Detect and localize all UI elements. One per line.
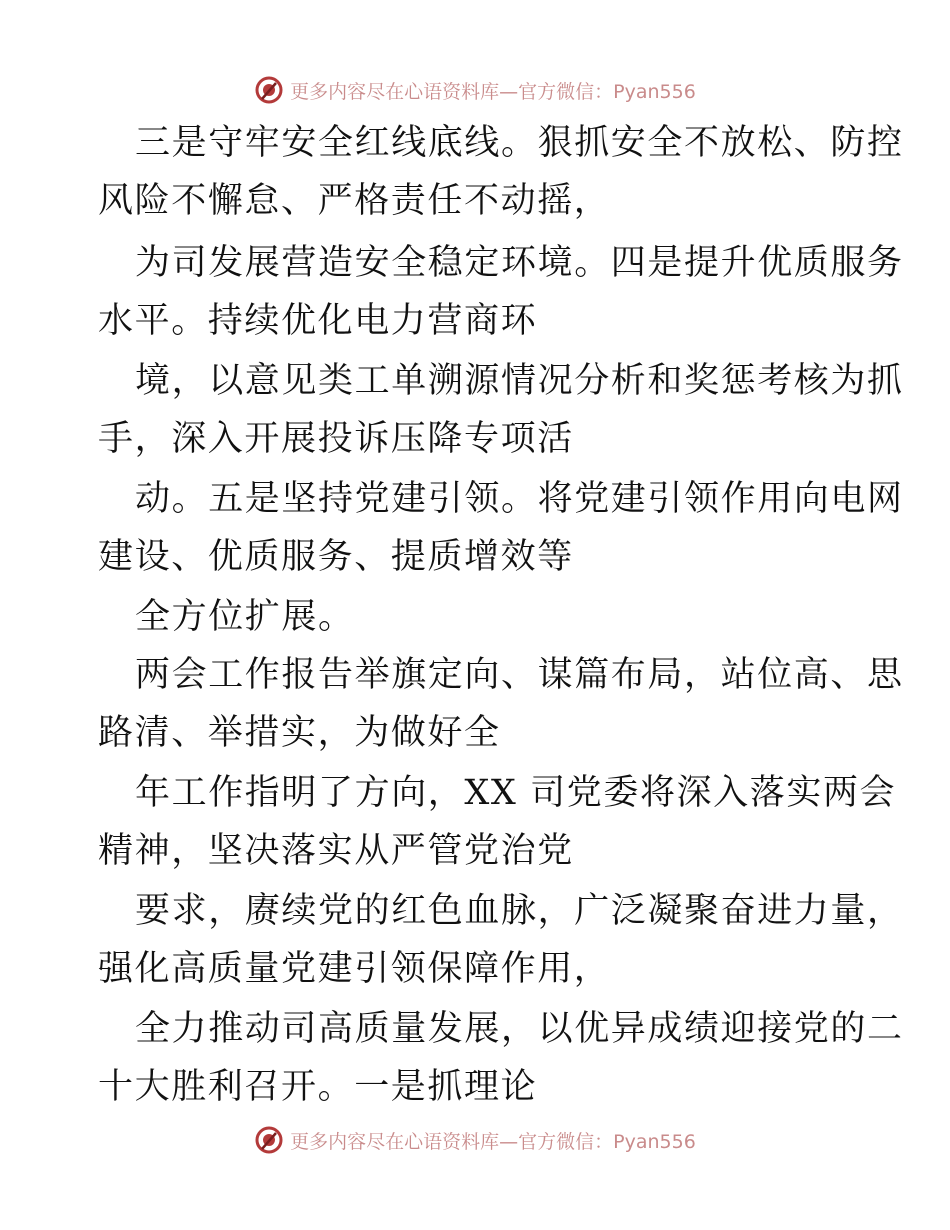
text-line: 年工作指明了方向，XX 司党委将深入落实两会 — [135, 773, 897, 813]
text-line: 全方位扩展。 — [135, 597, 355, 637]
text-line: 强化高质量党建引领保障作用， — [98, 949, 611, 989]
text-line: 为司发展营造安全稳定环境。四是提升优质服务 — [135, 243, 904, 283]
watermark-text: 更多内容尽在心语资料库—官方微信：Pyan556 — [290, 80, 696, 103]
text-line: 水平。持续优化电力营商环 — [98, 301, 538, 341]
text-line: 动。五是坚持党建引领。将党建引领作用向电网 — [135, 479, 904, 519]
text-line: 路清、举措实，为做好全 — [98, 713, 501, 753]
text-line: 境，以意见类工单溯源情况分析和奖惩考核为抓 — [135, 361, 904, 401]
text-line: 三是守牢安全红线底线。狠抓安全不放松、防控 — [135, 123, 904, 163]
footer-watermark — [0, 1122, 950, 1158]
red-circle-pen-logo-icon — [254, 75, 284, 105]
watermark-text: 更多内容尽在心语资料库—官方微信：Pyan556 — [290, 1130, 696, 1153]
text-line: 两会工作报告举旗定向、谋篇布局，站位高、思 — [135, 655, 904, 695]
text-line: 精神，坚决落实从严管党治党 — [98, 831, 574, 871]
text-line: 建设、优质服务、提质增效等 — [98, 537, 574, 577]
text-line: 全力推动司高质量发展，以优异成绩迎接党的二 — [135, 1009, 904, 1049]
text-line: 要求，赓续党的红色血脉，广泛凝聚奋进力量， — [135, 891, 904, 931]
text-line: 风险不懈怠、严格责任不动摇， — [98, 181, 611, 221]
text-line: 手，深入开展投诉压降专项活 — [98, 419, 574, 459]
text-line: 十大胜利召开。一是抓理论 — [98, 1067, 538, 1107]
header-watermark — [0, 72, 950, 108]
red-circle-pen-logo-icon — [254, 1125, 284, 1155]
